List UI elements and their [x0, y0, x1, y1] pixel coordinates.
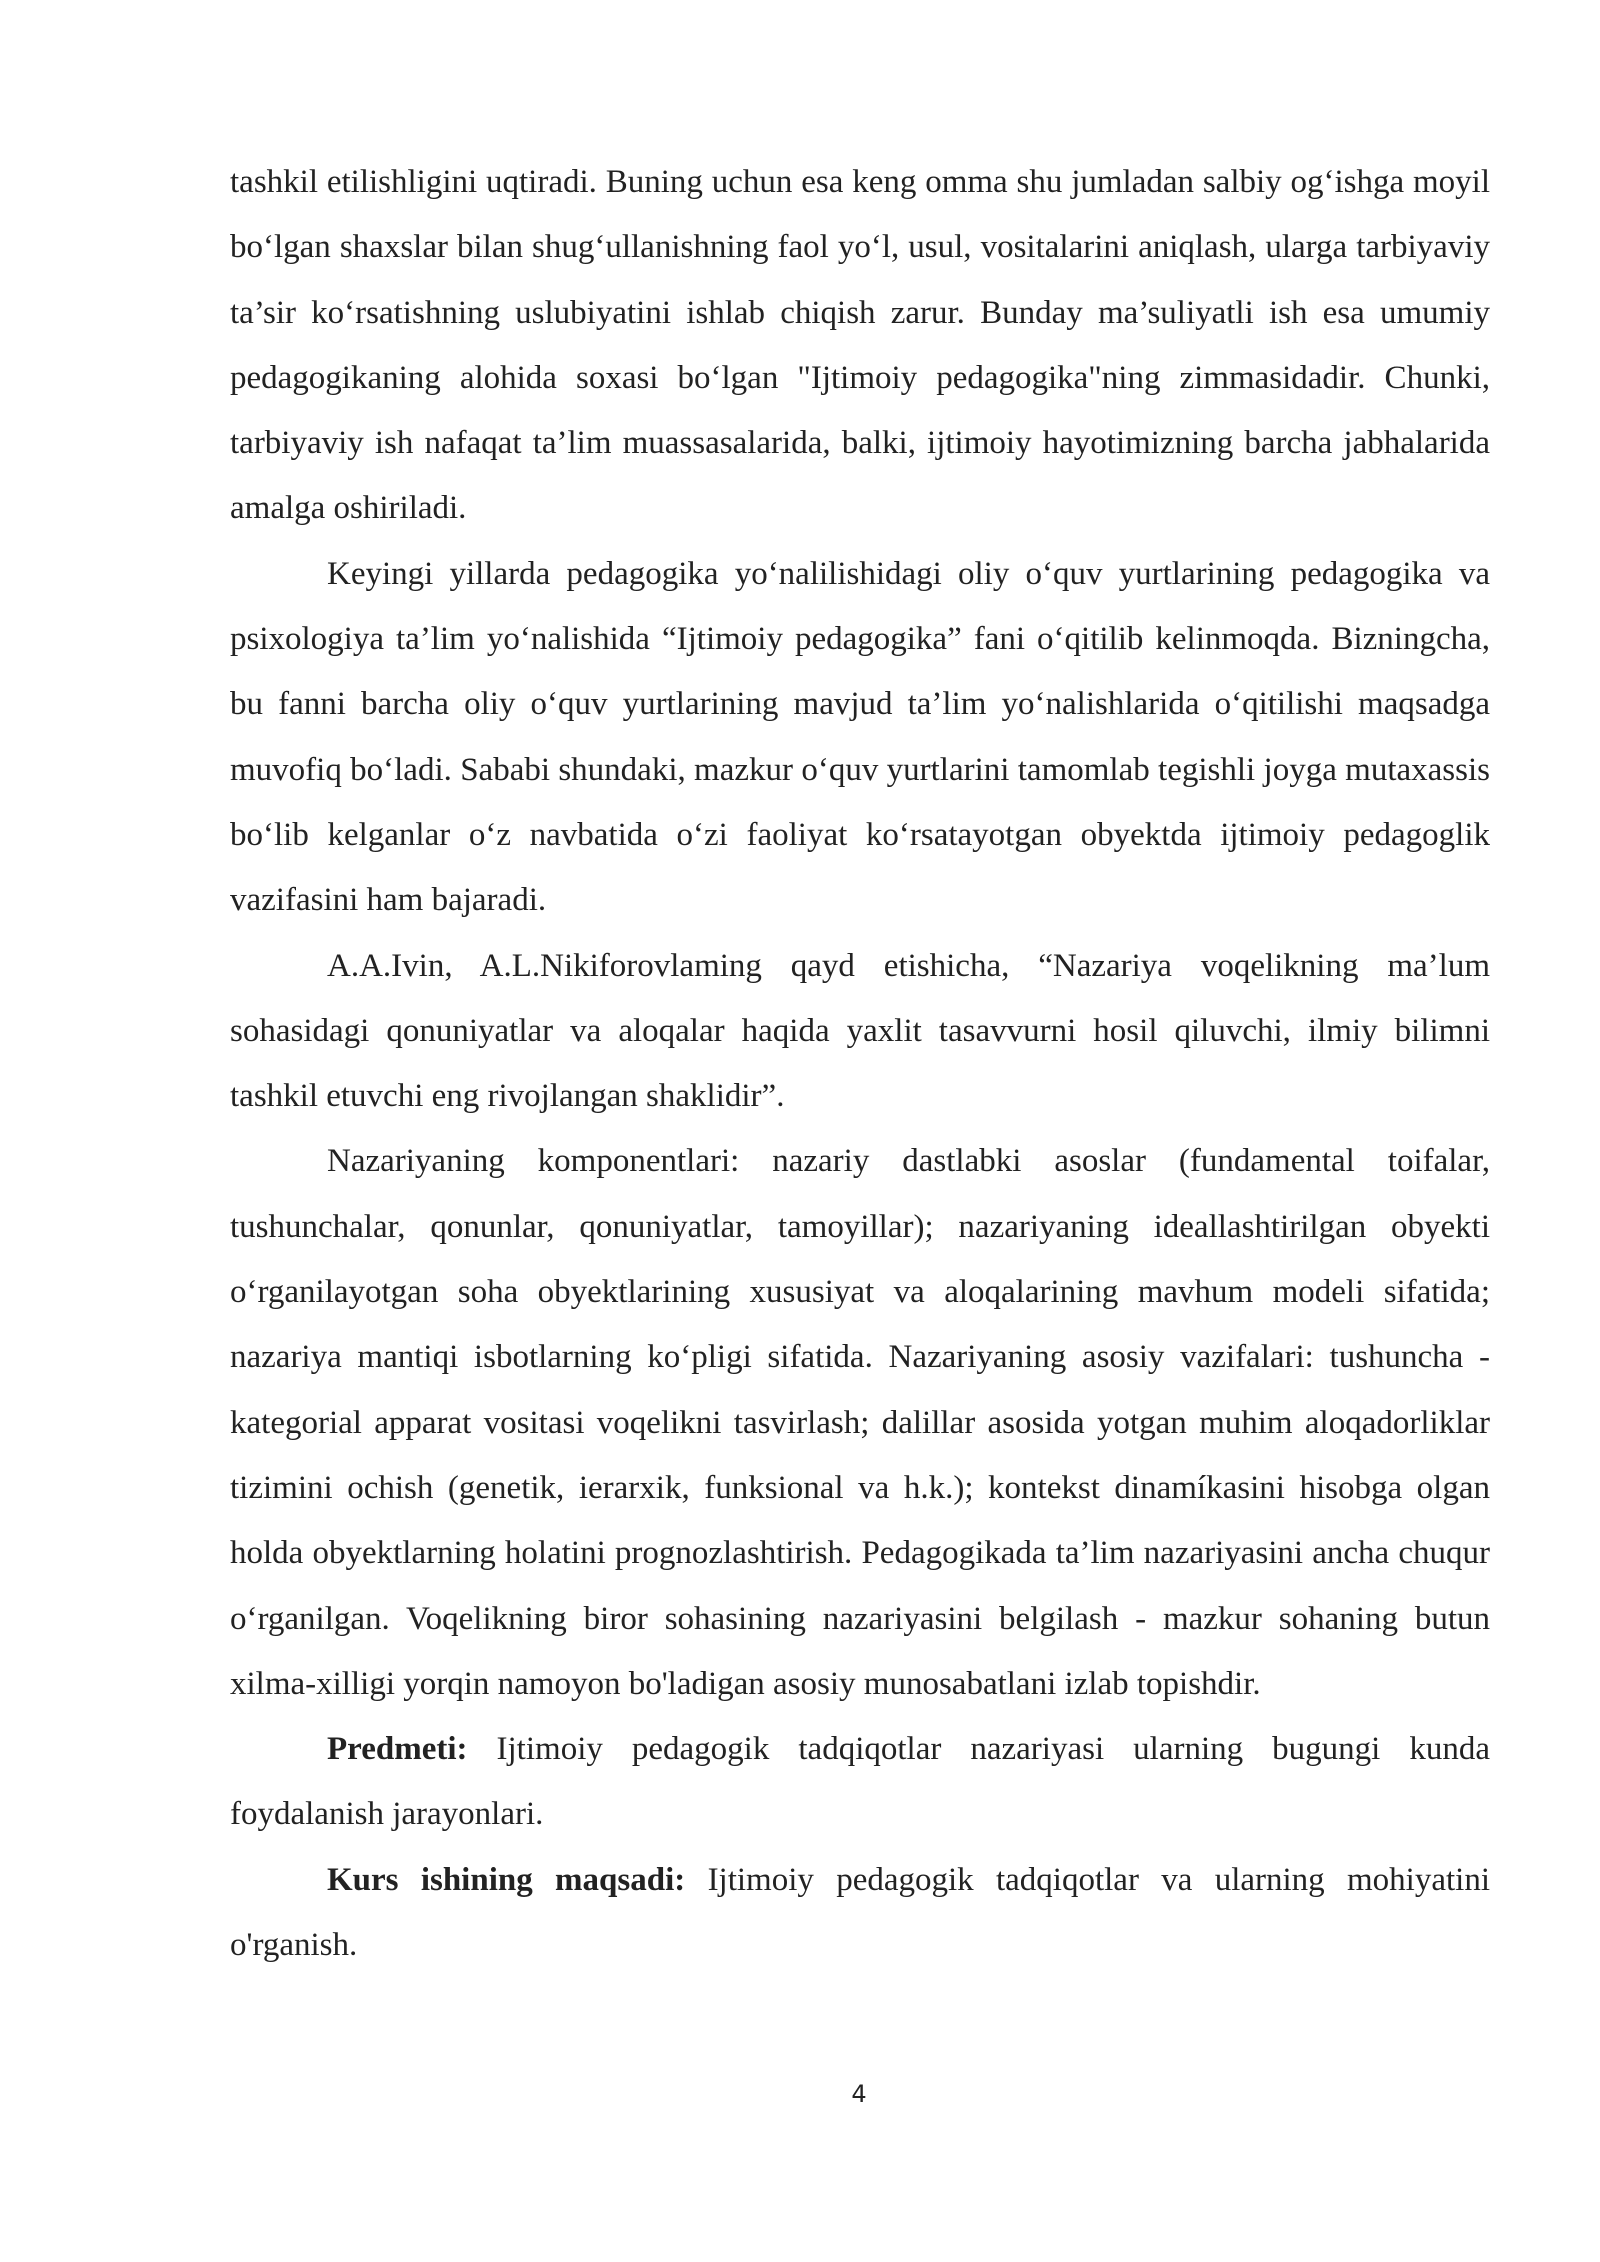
paragraph-goal — [230, 1848, 1490, 1979]
subject-label: Predmeti: — [327, 1731, 468, 1768]
subject-text: Ijtimoiy pedagogik tadqiqotlar nazariyasi ularning bugungi kunda foydalanish jarayonlari. — [230, 1731, 1490, 1833]
goal-text: Ijtimoiy pedagogik tadqiqotlar va ularning mohiyatini o'rganish. — [230, 1861, 1490, 1964]
paragraph-theory-components: Nazariyaning komponentlari: nazariy dastlabki asoslar (fundamental toifalar, tushunchalar, qonunlar, qonuniyatlar, tamoyillar); nazariyaning ideallashtirilgan obyekti o‘rganilayotgan soha obyektlarining xususiyat va aloqalarining mavhum modeli sifatida; nazariya mantiqi isbotlarning ko‘pligi sifatida. Nazariyaning asosiy vazifalari: tushuncha - kategorial apparat vositasi voqelikni tasvirlash; dalillar asosida yotgan muhim aloqadorliklar tizimini ochish (genetik, ierarxik, funksional va h.k.); kontekst dinamíkasini hisobga olgan holda obyektlarning holatini prognozlashtirish. Pedagogikada ta’lim nazariyasini ancha chuqur o‘rganilgan. Voqelikning biror sohasining nazariyasini belgilash - mazkur sohaning butun xilma-xilligi yorqin namoyon bo'ladigan asosiy munosabatlani izlab topishdir. — [230, 1143, 1490, 1702]
paragraph-course-intro: Keyingi yillarda pedagogika yo‘nalilishidagi oliy o‘quv yurtlarining pedagogika va psixologiya ta’lim yo‘nalishida “Ijtimoiy pedagogika” fani o‘qitilib kelinmoqda. Bizningcha, bu fanni barcha oliy o‘quv yurtlarining mavjud ta’lim yo‘nalishlarida o‘qitilishi maqsadga muvofiq bo‘ladi. Sababi shundaki, mazkur o‘quv yurtlarini tamomlab tegishli joyga mutaxassis bo‘lib kelganlar o‘z navbatida o‘zi faoliyat ko‘rsatayotgan obyektda ijtimoiy pedagoglik vazifasini ham bajaradi. — [230, 555, 1490, 919]
paragraph-theory-quote: A.A.Ivin, A.L.Nikiforovlaming qayd etishicha, “Nazariya voqelikning ma’lum sohasidagi qonuniyatlar va aloqalar haqida yaxlit tasavvurni hosil qiluvchi, ilmiy bilimni tashkil etuvchi eng rivojlangan shaklidir”. — [230, 947, 1490, 1115]
page-number: 4 — [851, 2080, 867, 2108]
goal-label: Kurs ishining maqsadi: — [327, 1861, 686, 1898]
paragraph-continuation: tashkil etilishligini uqtiradi. Buning uchun esa keng omma shu jumladan salbiy og‘ishga moyil bo‘lgan shaxslar bilan shug‘ullanishning faol yo‘l, usul, vositalarini aniqlash, ularga tarbiyaviy ta’sir ko‘rsatishning uslubiyatini ishlab chiqish zarur. Bunday ma’suliyatli ish esa umumiy pedagogikaning alohida soxasi bo‘lgan "Ijtimoiy pedagogika"ning zimmasidadir. Chunki, tarbiyaviy ish nafaqat ta’lim muassasalarida, balki, ijtimoiy hayotimizning barcha jabhalarida amalga oshiriladi. — [230, 164, 1490, 527]
body-text — [230, 150, 1490, 1978]
paragraph-subject — [230, 1717, 1490, 1848]
